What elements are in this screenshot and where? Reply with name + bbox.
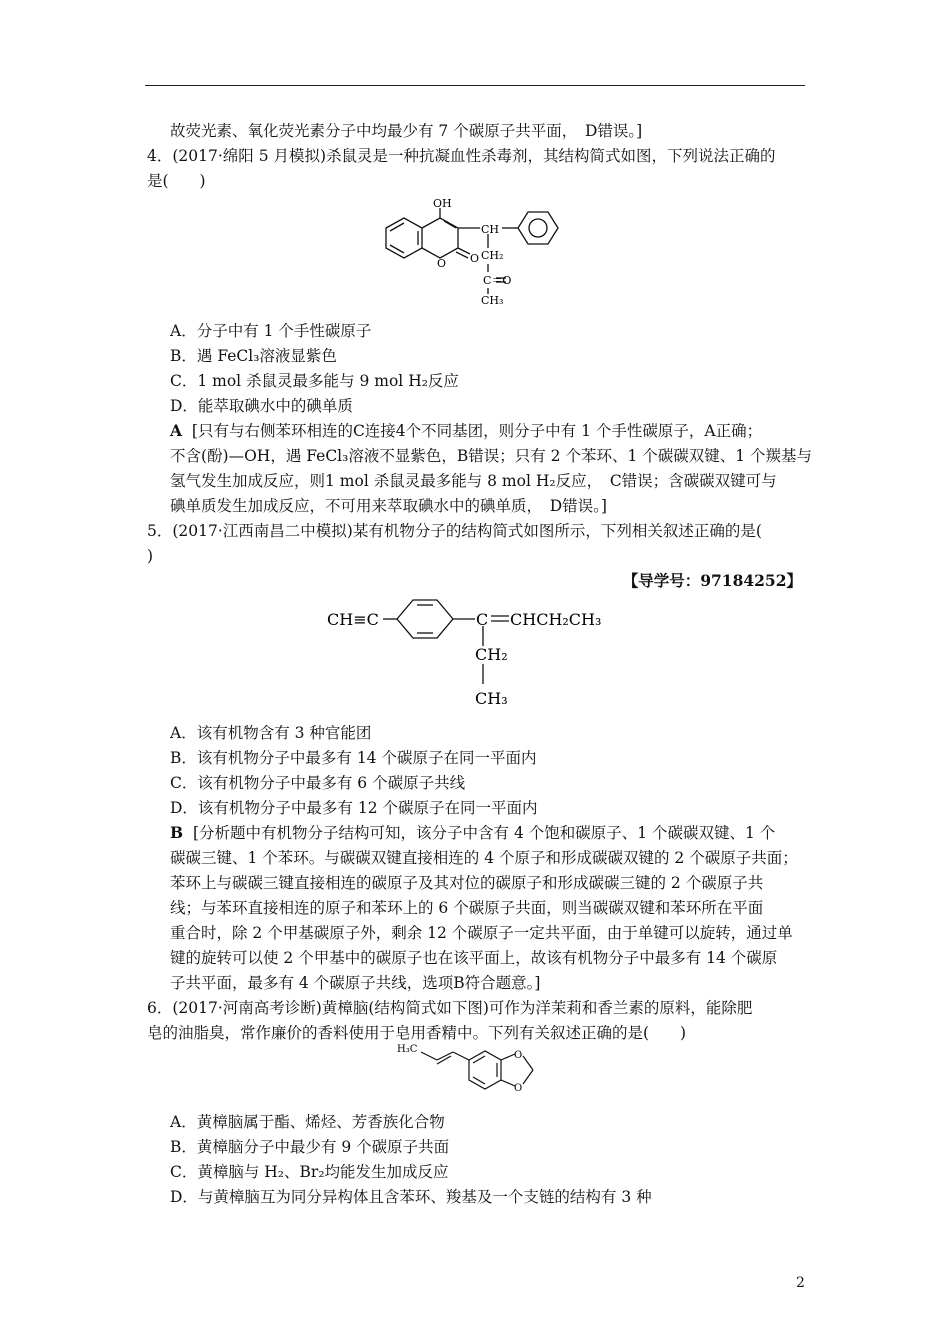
q5-structure-diagram — [325, 592, 635, 712]
q4-stem-line1: 4．(2017·绵阳 5 月模拟)杀鼠灵是一种抗凝血性杀毒剂，其结构简式如图，下列说法正确的 — [147, 147, 776, 165]
q4-phenyl-ring — [518, 212, 558, 244]
q5-answer-line7: 子共平面，最多有 4 个碳原子共线，选项B符合题意。] — [170, 974, 541, 992]
page-number: 2 — [796, 1275, 805, 1291]
q5-answer-line6: 键的旋转可以使 2 个甲基中的碳原子也在该平面上，故该有机物分子中最多有 14 个碳原 — [170, 949, 778, 967]
q4-ch-label: CH — [481, 223, 500, 236]
q4-option-c: C．1 mol 杀鼠灵最多能与 9 mol H₂反应 — [170, 372, 459, 390]
q5-option-d: D．该有机物分子中最多有 12 个碳原子在同一平面内 — [170, 799, 538, 817]
q6-option-d: D．与黄樟脑互为同分异构体且含苯环、羧基及一个支链的结构有 3 种 — [170, 1188, 652, 1206]
q5-ch2-label: CH₂ — [475, 645, 508, 664]
q5-stem-line1: 5．(2017·江西南昌二中模拟)某有机物分子的结构简式如图所示，下列相关叙述正确的是( — [147, 522, 762, 540]
q4-option-a: A．分子中有 1 个手性碳原子 — [170, 322, 372, 340]
q4-carbonyl-o-label: O — [470, 252, 480, 265]
q5-option-c: C．该有机物分子中最多有 6 个碳原子共线 — [170, 774, 466, 792]
q4-answer-line1 — [170, 421, 762, 441]
q5-left-label: CH≡C — [327, 610, 379, 629]
q4-ch3-label: CH₃ — [481, 294, 504, 307]
q5-ch3-label: CH₃ — [475, 689, 508, 708]
q4-ch2-label: CH₂ — [481, 249, 504, 262]
header-rule — [145, 85, 805, 86]
q5-guide-number: 【导学号：97184252】 — [622, 571, 802, 590]
q4-pyranone-ring — [422, 218, 458, 258]
q4-c-eq-o-label: C＝O — [483, 274, 512, 287]
q5-chain-label: CHCH₂CH₃ — [510, 610, 602, 629]
q4-answer-line4: 碘单质发生加成反应，不可用来萃取碘水中的碘单质， D错误。] — [170, 497, 607, 515]
q4-structure-diagram — [370, 196, 580, 308]
q3-answer-tail: 故荧光素、氧化荧光素分子中均最少有 7 个碳原子共平面， D错误。] — [170, 122, 643, 140]
q4-answer-line2: 不含(酚)—OH，遇 FeCl₃溶液不显紫色，B错误；只有 2 个苯环、1 个碳碳双键、1 个羰基与 — [170, 447, 813, 465]
q5-c-label: C — [476, 610, 489, 629]
q5-answer-line1 — [170, 823, 775, 843]
q6-option-c: C．黄樟脑与 H₂、Br₂均能发生加成反应 — [170, 1163, 449, 1181]
q5-answer-line4: 线；与苯环直接相连的原子和苯环上的 6 个碳原子共面，则当碳碳双键和苯环所在平面 — [170, 899, 764, 917]
q4-option-b: B．遇 FeCl₃溶液显紫色 — [170, 347, 337, 365]
q6-structure-diagram — [395, 1044, 560, 1102]
q6-option-a: A．黄樟脑属于酯、烯烃、芳香族化合物 — [170, 1113, 445, 1131]
q6-o2-label: O — [514, 1083, 523, 1094]
q4-answer-letter: A — [170, 421, 183, 440]
q4-ring-o-label: O — [437, 257, 447, 270]
q6-stem-line1: 6．(2017·河南高考诊断)黄樟脑(结构简式如下图)可作为洋茉莉和香兰素的原料，能除肥 — [147, 999, 753, 1017]
q6-stem-line2: 皂的油脂臭，常作廉价的香料使用于皂用香精中。下列有关叙述正确的是( ) — [147, 1024, 687, 1042]
q5-answer-line5: 重合时，除 2 个甲基碳原子外，剩余 12 个碳原子一定共平面，由于单键可以旋转，通过单 — [170, 924, 793, 942]
q5-answer-line3: 苯环上与碳碳三键直接相连的碳原子及其对位的碳原子和形成碳碳三键的 2 个碳原子共 — [170, 874, 764, 892]
q4-stem-line2: 是( ) — [147, 172, 206, 190]
q6-o1-label: O — [514, 1050, 523, 1061]
q5-benzene-ring — [397, 600, 453, 638]
q5-option-b: B．该有机物分子中最多有 14 个碳原子在同一平面内 — [170, 749, 537, 767]
q5-answer-letter: B — [170, 823, 184, 842]
q4-oh-label: OH — [433, 197, 452, 210]
q4-benzo-ring — [386, 218, 422, 258]
q6-option-b: B．黄樟脑分子中最少有 9 个碳原子共面 — [170, 1138, 450, 1156]
q5-answer-text1: [分析题中有机物分子结构可知，该分子中含有 4 个饱和碳原子、1 个碳碳双键、1 个 — [192, 824, 776, 842]
q4-answer-text1: [只有与右侧苯环相连的C连接4个不同基团，则分子中有 1 个手性碳原子，A正确； — [191, 422, 763, 440]
q4-option-d: D．能萃取碘水中的碘单质 — [170, 397, 353, 415]
q6-benzene-ring — [469, 1051, 501, 1089]
q5-stem-line2: ) — [147, 547, 154, 565]
q5-option-a: A．该有机物含有 3 种官能团 — [170, 724, 372, 742]
q5-answer-line2: 碳碳三键、1 个苯环。与碳碳双键直接相连的 4 个原子和形成碳碳双键的 2 个碳原子共面； — [170, 849, 798, 867]
q4-answer-line3: 氢气发生加成反应，则1 mol 杀鼠灵最多能与 8 mol H₂反应， C错误；含碳碳双键可与 — [170, 472, 777, 490]
q6-h3c-label: H₃C — [397, 1044, 418, 1055]
